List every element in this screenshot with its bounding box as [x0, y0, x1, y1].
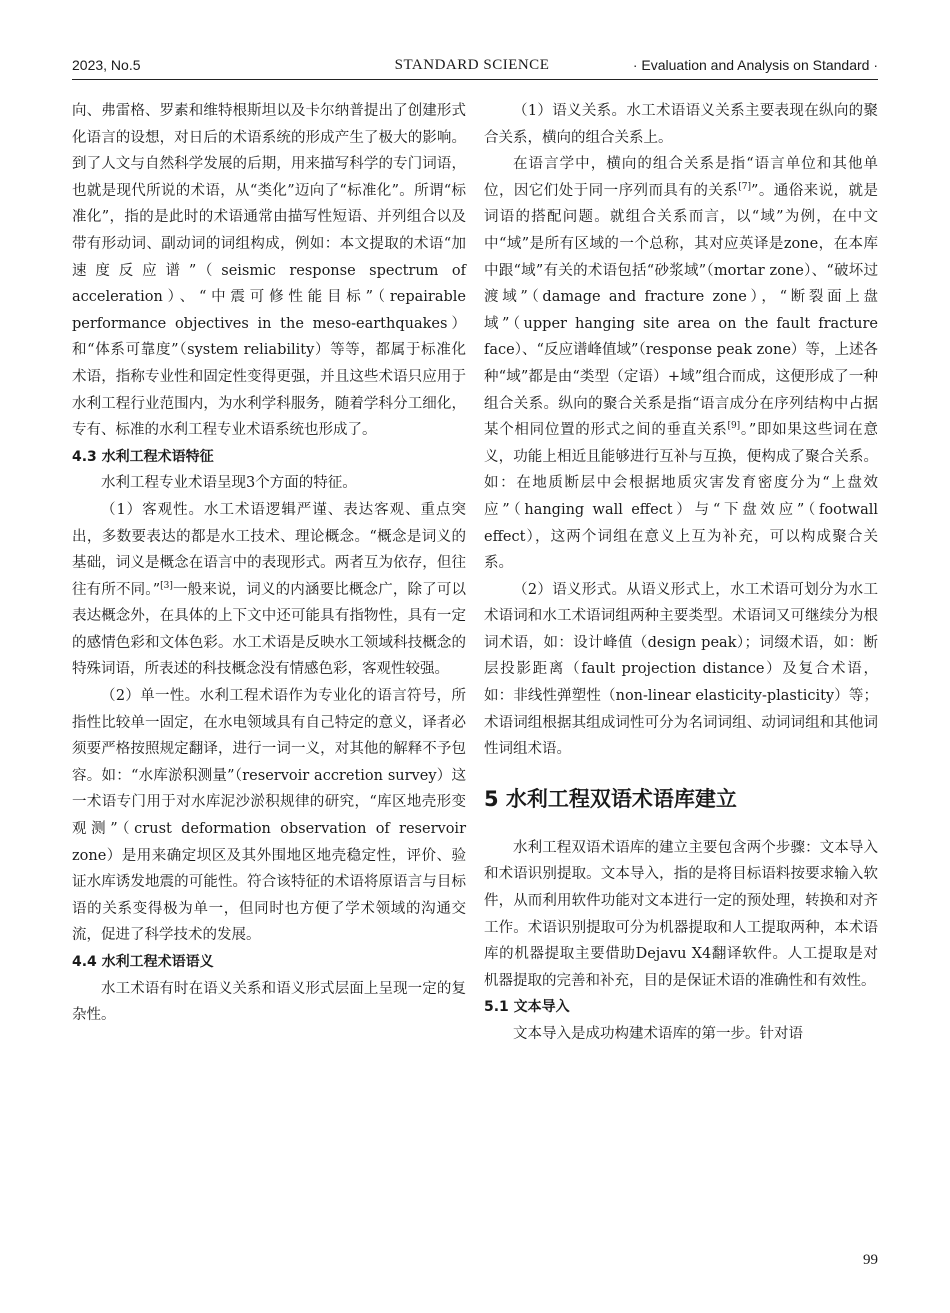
- citation: [7]: [738, 181, 751, 192]
- paragraph-objectivity: （1）客观性。水工术语逻辑严谨、表达客观、重点突出，多数要表达的都是水工技术、理论概念。“概念是词义的基础，词义是概念在语言中的表现形式。两者互为依存，但往往有所不同。”[3]一般来说，词义的内涵要比概念广，除了可以表达概念外，在具体的上下文中还可能具有指物性，具有一定的感情色彩和文体色彩。水工术语是反映水工领域科技概念的特殊词语，所表述的科技概念没有情感色彩，客观性较强。: [72, 501, 466, 678]
- journal-issue: 2023, No.5: [72, 57, 141, 73]
- citation: [3]: [160, 580, 173, 591]
- section-heading-5-1: 5.1 文本导入: [484, 999, 570, 1016]
- paragraph: 水利工程双语术语库的建立主要包含两个步骤：文本导入和术语识别提取。文本导入，指的是将目标语料按要求输入软件，从而利用软件功能对文本进行一定的预处理，转换和对齐工作。术语识别提取可分为机器提取和人工提取两种，本术语库的机器提取主要借助Dejavu X4翻译软件。人工提取是对机器提取的完善和补充，目的是保证术语的准确性和有效性。: [484, 839, 878, 989]
- paragraph-relations: 在语言学中，横向的组合关系是指“语言单位和其他单位，因它们处于同一序列而具有的关系[7]”。通俗来说，就是词语的搭配问题。就组合关系而言，以“域”为例，在中文中“域”是所有区域的一个总称，其对应英译是zone，在本库中跟“域”有关的术语包括“砂浆域”（mortar zone）、“破坏过渡域”（damage and fracture zone），“断裂面上盘域”（upper hanging site area on the fault fracture face）、“反应谱峰值域”（response peak zone）等，上述各种“域”都是由“类型（定语）+域”组合而成，这便形成了一种组合关系。纵向的聚合关系是指“语言成分在序列结构中占据某个相同位置的形式之间的垂直关系[9]。”即如果这些词在意义，功能上相近且能够进行互补与互换，便构成了聚合关系。如：在地质断层中会根据地质灾害发育密度分为“上盘效应”（hanging wall effect）与“下盘效应”（footwall effect），这两个词组在意义上互为补充，可以构成聚合关系。: [484, 156, 878, 572]
- left-column: [72, 98, 466, 1029]
- page-header: [72, 57, 878, 80]
- paragraph-form: （2）语义形式。从语义形式上，水工术语可划分为水工术语词和水工术语词组两种主要类型。术语词又可继续分为根词术语，如：设计峰值（design peak）；词缀术语，如：断层投影距离（fault projection distance）及复合术语，如：非线性弹塑性（non-linear elasticity-plasticity）等；术语词组根据其组成词性可分为名词词组、动词词组和其他词性词组术语。: [484, 581, 878, 758]
- section-title: · Evaluation and Analysis on Standard ·: [632, 57, 878, 73]
- paragraph: 水利工程专业术语呈现3个方面的特征。: [101, 475, 357, 492]
- section-heading-4-3: 4.3 水利工程术语特征: [72, 448, 214, 465]
- journal-title: STANDARD SCIENCE: [394, 57, 550, 73]
- paragraph: 向、弗雷格、罗素和维特根斯坦以及卡尔纳普提出了创建形式化语言的设想，对日后的术语系统的形成产生了极大的影响。到了人文与自然科学发展的后期，用来描写科学的专门词语，也就是现代所说的术语，从“类化”迈向了“标准化”。所谓“标准化”，指的是此时的术语通常由描写性短语、并列组合以及带有形动词、副动词的词组构成，例如：本文提取的术语“加速度反应谱”（seismic response spectrum of acceleration）、“中震可修性能目标”（repairable performance objectives in the meso-earthquakes）和“体系可靠度”（system reliability）等等，都属于标准化术语，指称专业性和固定性变得更强，并且这些术语只应用于水利工程行业范围内，为水利学科服务，随着学科分工细化，专有、标准的水利工程专业术语系统也形成了。: [72, 103, 466, 439]
- section-heading-5: 5 水利工程双语术语库建立: [484, 786, 737, 811]
- paragraph: 水工术语有时在语义关系和语义形式层面上呈现一定的复杂性。: [72, 980, 466, 1024]
- right-column: [484, 98, 878, 1048]
- paragraph-unity: （2）单一性。水利工程术语作为专业化的语言符号，所指性比较单一固定，在水电领域具有自己特定的意义，译者必须要严格按照规定翻译，进行一词一义，对其他的解释不予包容。如：“水库淤积测量”（reservoir accretion survey）这一术语专门用于对水库泥沙淤积规律的研究，“库区地壳形变观测”（crust deformation observation of reservoir zone）是用来确定坝区及其外围地区地壳稳定性，评价、验证水库诱发地震的可能性。符合该特征的术语将原语言与目标语的关系变得极为单一，但同时也方便了学术领域的沟通交流，促进了科学技术的发展。: [72, 688, 466, 944]
- paragraph: 文本导入是成功构建术语库的第一步。针对语: [513, 1026, 803, 1042]
- paragraph: （1）语义关系。水工术语语义关系主要表现在纵向的聚合关系，横向的组合关系上。: [484, 103, 878, 146]
- section-heading-4-4: 4.4 水利工程术语语义: [72, 954, 214, 970]
- citation: [9]: [727, 421, 741, 432]
- page-number: 99: [863, 1252, 878, 1268]
